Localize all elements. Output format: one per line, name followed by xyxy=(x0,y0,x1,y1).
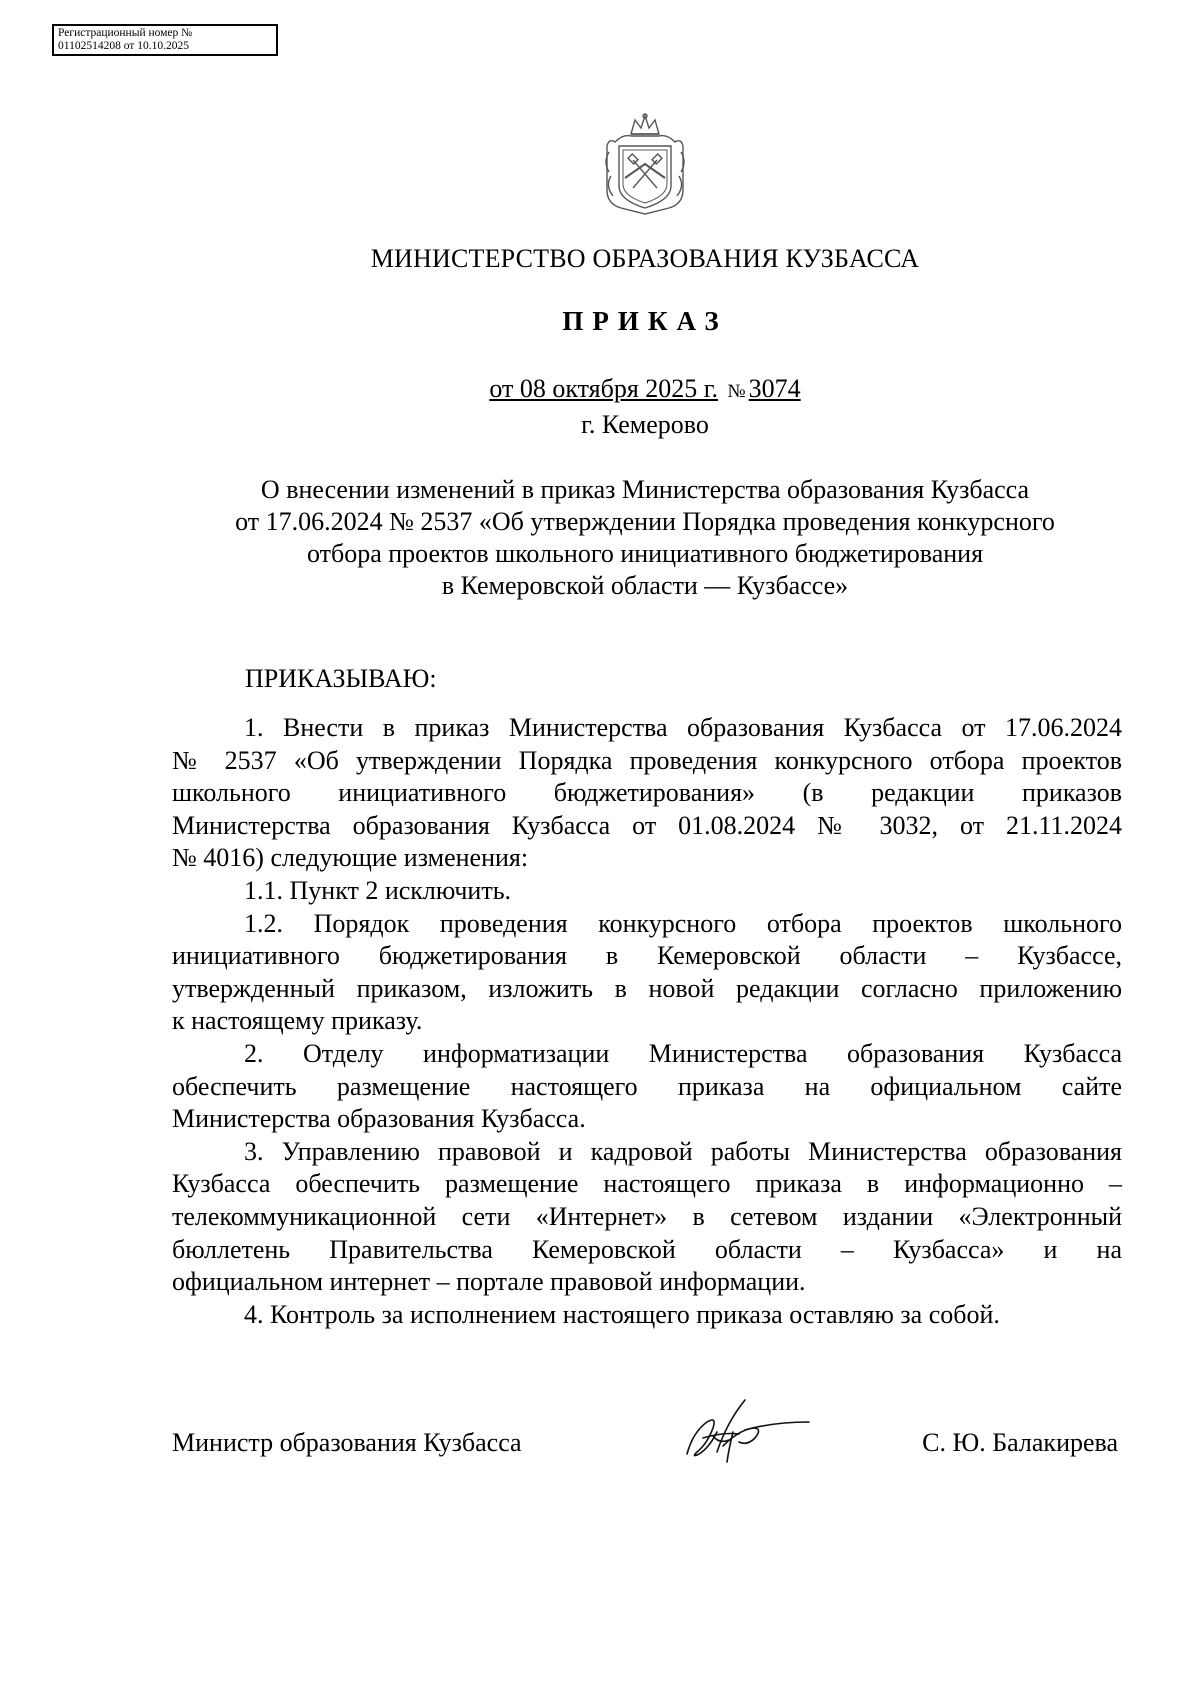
subject-line: в Кемеровской области — Кузбассе» xyxy=(441,571,849,600)
text-line: № 4016) следующие изменения: xyxy=(172,843,529,873)
text-line: 1. Внести в приказ Министерства образования Кузбасса от 17.06.2024 xyxy=(244,713,1122,742)
text-line: 1.2. Порядок проведения конкурсного отбора проектов школьного xyxy=(244,908,1122,938)
text-line: к настоящему приказу. xyxy=(172,1006,423,1036)
text-line: Министерства образования Кузбасса. xyxy=(172,1104,586,1134)
text-line: телекоммуникационной сети «Интернет» в сетевом издании «Электронный xyxy=(172,1201,1122,1231)
signatory-position: Министр образования Кузбасса xyxy=(172,1428,522,1457)
subject-line: отбора проектов школьного инициативного бюджетирования xyxy=(306,539,984,568)
city: г. Кемерово xyxy=(581,410,709,439)
text-line: 2. Отделу информатизации Министерства образования Кузбасса xyxy=(244,1038,1122,1068)
order-subject xyxy=(180,474,1110,602)
paragraph-1-1: 1.1. Пункт 2 исключить. xyxy=(244,875,512,905)
coat-of-arms-icon xyxy=(601,112,689,216)
paragraph-2 xyxy=(172,1038,1122,1136)
registration-stamp xyxy=(52,24,278,56)
text-line: школьного инициативного бюджетирования» (в редакции приказов xyxy=(172,778,1122,808)
subject-line: от 17.06.2024 № 2537 «Об утверждении Порядка проведения конкурсного xyxy=(235,507,1055,536)
signatory-name: С. Ю. Балакирева xyxy=(922,1428,1118,1457)
text-line: бюллетень Правительства Кемеровской области – Кузбасса» и на xyxy=(172,1234,1122,1264)
subject-line: О внесении изменений в приказ Министерства образования Кузбасса xyxy=(260,475,1030,504)
text-line: Министерства образования Кузбасса от 01.08.2024 № 3032, от 21.11.2024 xyxy=(172,810,1122,840)
paragraph-4: 4. Контроль за исполнением настоящего приказа оставляю за собой. xyxy=(244,1299,1000,1329)
number-sign: № xyxy=(727,381,746,402)
order-body xyxy=(172,712,1122,1331)
text-line: Кузбасса обеспечить размещение настоящего приказа в информационно – xyxy=(172,1169,1122,1199)
text-line: 3. Управлению правовой и кадровой работы Министерства образования xyxy=(244,1136,1122,1166)
registration-label: Регистрационный номер № xyxy=(58,27,193,39)
date-number-line xyxy=(0,374,1200,404)
text-line: утвержденный приказом, изложить в новой редакции согласно приложению xyxy=(172,973,1122,1003)
registration-number: 01102514208 от 10.10.2025 xyxy=(58,40,189,52)
paragraph-3 xyxy=(172,1136,1122,1299)
paragraph-1-2 xyxy=(172,908,1122,1038)
document-type: ПРИКАЗ xyxy=(562,306,728,336)
order-date: от 08 октября 2025 г. xyxy=(489,374,719,403)
paragraph-1 xyxy=(172,712,1122,875)
text-line: № 2537 «Об утверждении Порядка проведения конкурсного отбора проектов xyxy=(172,745,1122,775)
text-line: обеспечить размещение настоящего приказа на официальном сайте xyxy=(172,1071,1122,1101)
ministry-title: МИНИСТЕРСТВО ОБРАЗОВАНИЯ КУЗБАССА xyxy=(370,244,920,273)
orders-word: ПРИКАЗЫВАЮ: xyxy=(245,664,437,693)
text-line: официальном интернет – портале правовой информации. xyxy=(172,1267,806,1297)
order-number: 3074 xyxy=(748,374,801,403)
signature-icon xyxy=(683,1392,813,1466)
text-line: инициативного бюджетирования в Кемеровской области – Кузбассе, xyxy=(172,941,1122,971)
